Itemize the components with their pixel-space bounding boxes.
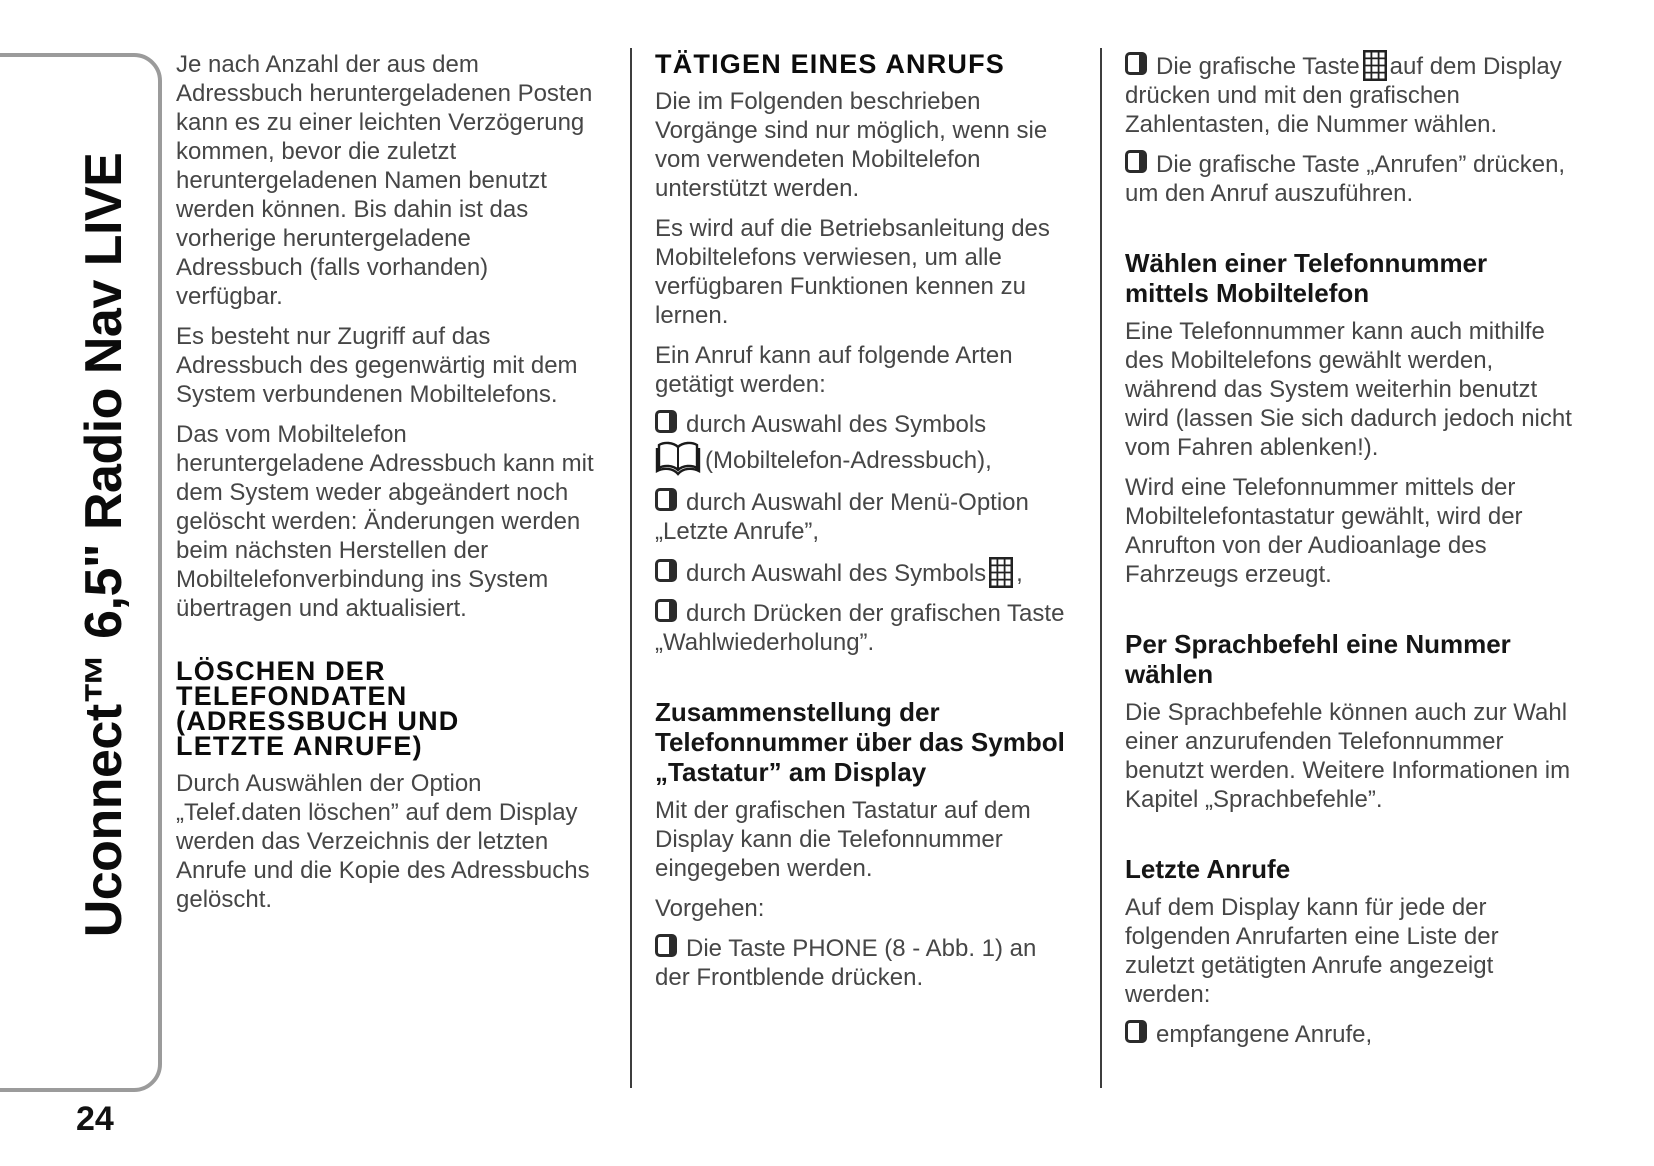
paragraph: Durch Auswählen der Option „Telef.daten löschen” auf dem Display werden das Verzeichnis der letzten Anrufe und die Kopie des Adressbuchs gelöscht. xyxy=(176,770,590,913)
section-heading-line: (ADRESSBUCH UND xyxy=(176,706,460,736)
column-2 xyxy=(655,48,1075,1003)
bullet-item xyxy=(655,557,1075,588)
bullet-text: durch Auswahl des Symbols xyxy=(686,560,987,587)
section-heading: TÄTIGEN EINES ANRUFS xyxy=(655,49,1006,79)
bullet-item xyxy=(1125,1020,1573,1049)
paragraph: Vorgehen: xyxy=(655,895,765,922)
list-bullet-icon xyxy=(655,488,677,511)
bullet-text: auf dem Display drücken und mit den grafischen Zahlentasten, die Nummer wählen. xyxy=(1125,53,1562,138)
bullet-item xyxy=(655,410,1075,477)
paragraph: Die im Folgenden beschrieben Vorgänge sind nur möglich, wenn sie vom verwendeten Mobiltelefon unterstützt werden. xyxy=(655,88,1048,202)
keypad-icon xyxy=(1363,50,1387,81)
list-bullet-icon xyxy=(1125,52,1147,75)
list-bullet-icon xyxy=(655,599,677,622)
paragraph: Mit der grafischen Tastatur auf dem Display kann die Telefonnummer eingegeben werden. xyxy=(655,797,1031,882)
paragraph: Das vom Mobiltelefon heruntergeladene Adressbuch kann mit dem System weder abgeändert noch gelöscht werden: Änderungen werden beim nächsten Herstellen der Mobiltelefonverbindung ins System übertragen und aktualisiert. xyxy=(176,421,594,622)
open-book-icon xyxy=(655,439,701,477)
bullet-text: (Mobiltelefon-Adressbuch), xyxy=(705,447,992,474)
page-number: 24 xyxy=(76,1100,114,1138)
bullet-item xyxy=(655,599,1075,657)
paragraph: Wird eine Telefonnummer mittels der Mobiltelefontastatur gewählt, wird der Anrufton von der Audioanlage des Fahrzeugs erzeugt. xyxy=(1125,474,1523,588)
subsection-heading: Per Sprachbefehl eine Nummer wählen xyxy=(1125,629,1511,689)
paragraph: Ein Anruf kann auf folgende Arten getätigt werden: xyxy=(655,342,1013,398)
column-divider xyxy=(630,48,632,1088)
bullet-item xyxy=(655,488,1075,546)
paragraph: Es besteht nur Zugriff auf das Adressbuch des gegenwärtig mit dem System verbundenen Mobiltelefons. xyxy=(176,323,578,408)
bullet-text: Die Taste PHONE (8 - Abb. 1) an der Frontblende drücken. xyxy=(655,935,1037,991)
paragraph: Eine Telefonnummer kann auch mithilfe des Mobiltelefons gewählt werden, während das System weiterhin benutzt wird (lassen Sie sich dadurch jedoch nicht vom Fahren ablenken!). xyxy=(1125,318,1572,461)
sidebar-title: Uconnect™ 6,5" Radio Nav LIVE xyxy=(75,152,133,938)
bullet-text: Die grafische Taste „Anrufen” drücken, um den Anruf auszuführen. xyxy=(1125,151,1566,207)
bullet-text: durch Drücken der grafischen Taste „Wahlwiederholung”. xyxy=(655,600,1065,656)
paragraph: Es wird auf die Betriebsanleitung des Mobiltelefons verwiesen, um alle verfügbaren Funktionen kennen zu lernen. xyxy=(655,215,1050,329)
bullet-text: durch Auswahl des Symbols xyxy=(686,411,987,438)
bullet-item xyxy=(655,934,1075,992)
list-bullet-icon xyxy=(1125,150,1147,173)
bullet-text: , xyxy=(1016,560,1023,587)
subsection-heading: Letzte Anrufe xyxy=(1125,854,1291,884)
list-bullet-icon xyxy=(655,934,677,957)
bullet-item xyxy=(1125,150,1573,208)
list-bullet-icon xyxy=(655,559,677,582)
keypad-icon xyxy=(989,557,1013,588)
section-heading xyxy=(176,656,594,761)
paragraph: Je nach Anzahl der aus dem Adressbuch heruntergeladenen Posten kann es zu einer leichten Verzögerung kommen, bevor die zuletzt heruntergeladenen Namen benutzt werden können. Bis dahin ist das vorherige heruntergeladene Adressbuch (falls vorhanden) verfügbar. xyxy=(176,51,593,310)
list-bullet-icon xyxy=(1125,1020,1147,1043)
bullet-item xyxy=(1125,50,1573,139)
subsection-heading: Zusammenstellung der Telefonnummer über das Symbol „Tastatur” am Display xyxy=(655,697,1065,787)
column-1 xyxy=(176,48,594,925)
bullet-text: empfangene Anrufe, xyxy=(1156,1021,1373,1048)
bullet-text: Die grafische Taste xyxy=(1156,53,1360,80)
bullet-text: durch Auswahl der Menü-Option „Letzte Anrufe”, xyxy=(655,489,1029,545)
section-heading-line: LETZTE ANRUFE) xyxy=(176,731,423,761)
section-heading-line: LÖSCHEN DER xyxy=(176,656,386,686)
column-divider xyxy=(1100,48,1102,1088)
list-bullet-icon xyxy=(655,410,677,433)
subsection-heading: Wählen einer Telefonnummer mittels Mobiltelefon xyxy=(1125,248,1488,308)
section-heading-line: TELEFONDATEN xyxy=(176,681,408,711)
paragraph: Auf dem Display kann für jede der folgenden Anrufarten eine Liste der zuletzt getätigten Anrufe angezeigt werden: xyxy=(1125,894,1499,1008)
column-3 xyxy=(1125,48,1573,1060)
paragraph: Die Sprachbefehle können auch zur Wahl einer anzurufenden Telefonnummer benutzt werden. Weitere Informationen im Kapitel „Sprachbefehle”. xyxy=(1125,699,1571,813)
